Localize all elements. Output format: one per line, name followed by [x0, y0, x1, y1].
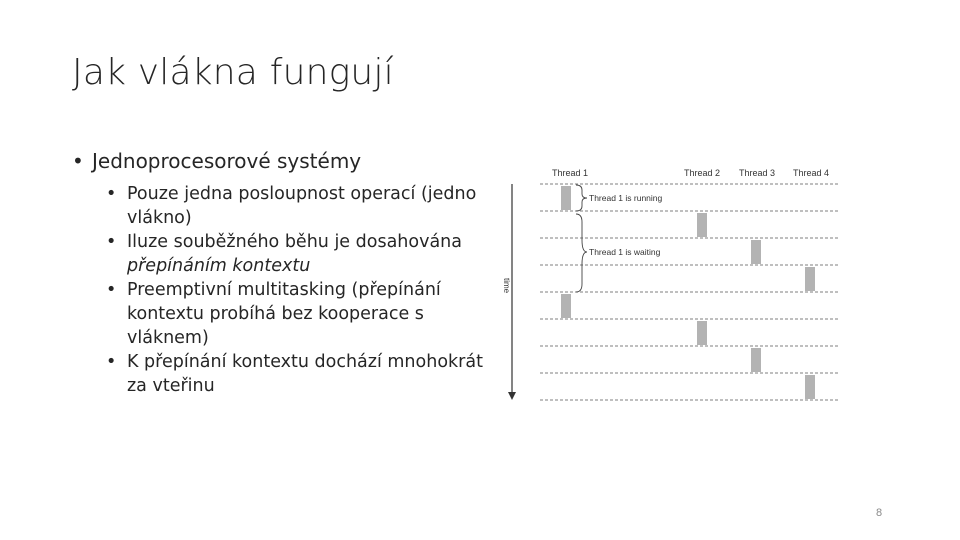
annotation-running: Thread 1 is running: [589, 193, 663, 203]
thread-header-4: Thread 4: [793, 168, 830, 178]
execution-bar-thread-4: [805, 375, 815, 399]
bullet-dot-icon: •: [106, 232, 117, 252]
sub-bullets: [72, 182, 492, 398]
bullet-dot-icon: •: [106, 352, 117, 372]
sub-bullet-3-text: Preemptivní multitasking (přepínání kontextu probíhá bez kooperace s vláknem): [127, 280, 441, 348]
execution-bar-thread-3: [751, 348, 761, 372]
thread-header-3: Thread 3: [739, 168, 776, 178]
execution-bar-thread-1: [561, 294, 571, 318]
execution-bars: [561, 186, 815, 399]
thread-scheduling-diagram: [496, 160, 846, 410]
timeline-grid: [540, 184, 840, 400]
execution-bar-thread-3: [751, 240, 761, 264]
sub-bullet-2-text: Iluze souběžného běhu je dosahována: [127, 232, 462, 252]
annotation-waiting: Thread 1 is waiting: [589, 247, 661, 257]
bullet-dot-icon: •: [106, 280, 117, 300]
sub-bullet-4: [106, 350, 492, 398]
bullet-main-text: Jednoprocesorové systémy: [92, 149, 362, 173]
sub-bullet-3: [106, 278, 492, 350]
running-brace-icon: [576, 185, 587, 211]
time-axis: [502, 184, 516, 400]
sub-bullet-4-text: K přepínání kontextu dochází mnohokrát za vteřinu: [127, 352, 483, 396]
execution-bar-thread-1: [561, 186, 571, 210]
sub-bullet-2: [106, 230, 492, 278]
execution-bar-thread-2: [697, 321, 707, 345]
page-number: 8: [876, 507, 883, 519]
time-axis-arrow-icon: [508, 392, 516, 400]
time-axis-label: time: [502, 278, 511, 294]
execution-bar-thread-2: [697, 213, 707, 237]
execution-bar-thread-4: [805, 267, 815, 291]
bullet-dot-icon: •: [72, 149, 84, 173]
bullet-main: [72, 146, 492, 176]
waiting-brace-icon: [576, 214, 587, 292]
bullet-list: [72, 146, 492, 398]
slide-title: Jak vlákna fungují: [72, 52, 394, 93]
sub-bullet-1-text: Pouze jedna posloupnost operací (jedno vlákno): [127, 184, 477, 228]
thread-header-2: Thread 2: [684, 168, 721, 178]
thread-header-1: Thread 1: [552, 168, 589, 178]
sub-bullet-1: [106, 182, 492, 230]
bullet-dot-icon: •: [106, 184, 117, 204]
sub-bullet-2-emphasis: přepínáním kontextu: [127, 256, 311, 276]
